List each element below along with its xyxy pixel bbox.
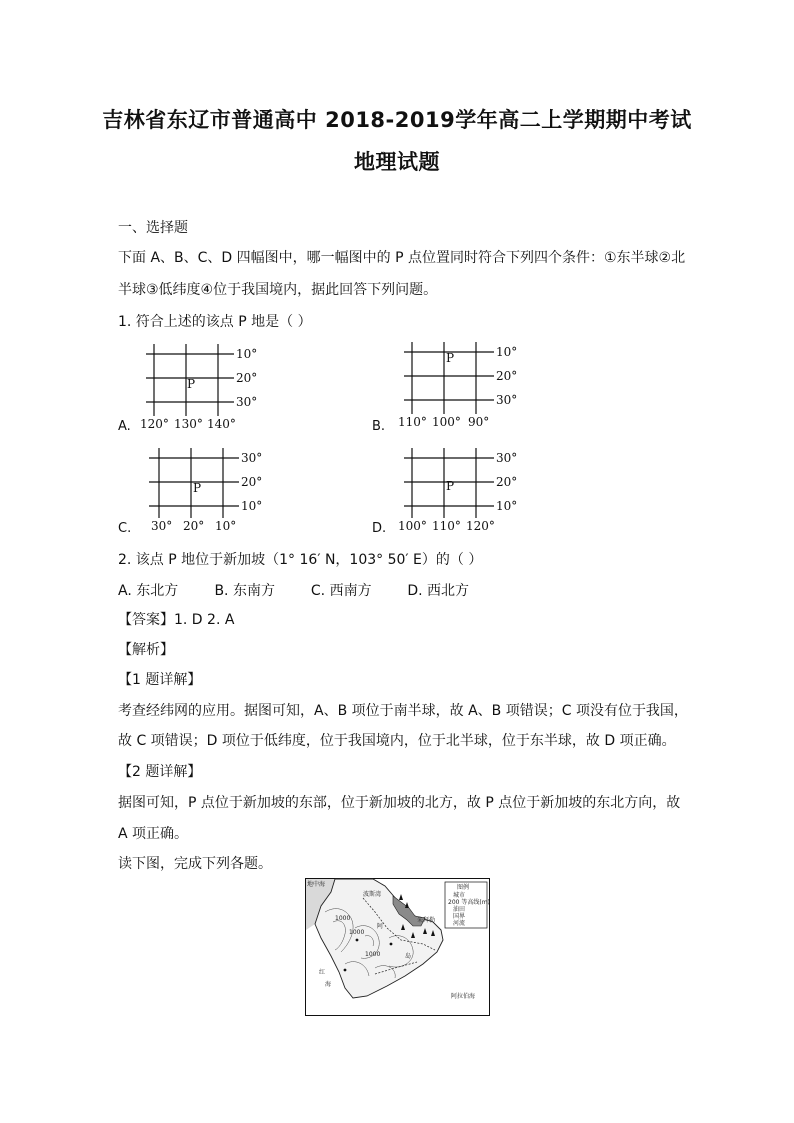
map-label-red-sea-2: 海 xyxy=(325,981,332,988)
arabian-peninsula-map xyxy=(305,878,490,1020)
grid-b-lat-3: 30° xyxy=(496,393,518,407)
page-title-line1: 吉林省东辽市普通高中 2018-2019学年高二上学期期中考试 xyxy=(102,108,692,132)
grid-option-c xyxy=(145,446,285,536)
map-legend-item-4: 国界 xyxy=(453,913,466,920)
map-label-red-sea-1: 红 xyxy=(319,969,326,976)
grid-c-lat-1: 30° xyxy=(241,451,263,465)
page-title-line2: 地理试题 xyxy=(354,150,440,174)
grid-a-lon-1: 120° xyxy=(140,417,169,431)
grid-b-lon-3: 90° xyxy=(468,415,490,429)
map-label-contour-1: 1000 xyxy=(335,915,351,922)
grid-option-d xyxy=(398,446,538,536)
grid-c-lat-3: 10° xyxy=(241,499,263,513)
grid-d-lat-1: 30° xyxy=(496,451,518,465)
grid-d-label: D. xyxy=(372,521,387,536)
grid-a-lat-3: 30° xyxy=(236,395,258,409)
grid-b-lat-2: 20° xyxy=(496,369,518,383)
grid-c-point: P xyxy=(193,481,202,495)
grid-a-lat-2: 20° xyxy=(236,371,258,385)
q2-detail-heading: 【2 题详解】 xyxy=(118,764,202,780)
map-label-gulf: 波斯湾 xyxy=(363,891,382,898)
grid-d-lat-3: 10° xyxy=(496,499,518,513)
grid-d-lon-3: 120° xyxy=(466,519,495,533)
question-2: 2. 该点 P 地位于新加坡（1° 16′ N，103° 50′ E）的（ ） xyxy=(118,552,483,568)
choice-d: D. 西北方 xyxy=(407,583,470,599)
q1-detail-heading: 【1 题详解】 xyxy=(118,672,202,688)
grid-b-lon-1: 110° xyxy=(398,415,427,429)
grid-a-lon-2: 130° xyxy=(174,417,203,431)
grid-option-a xyxy=(140,342,280,432)
map-legend-item-3: 油田 xyxy=(453,906,466,913)
map-legend-item-5: 河流 xyxy=(453,920,466,927)
map-label-arab: 阿 xyxy=(377,923,384,930)
intro-line-1: 下面 A、B、C、D 四幅图中，哪一幅图中的 P 点位置同时符合下列四个条件：①东半球②北 xyxy=(118,250,686,266)
map-legend-item-2: 200 等高线(m) xyxy=(448,899,490,906)
grid-c-lon-1: 30° xyxy=(151,519,173,533)
grid-c-lon-3: 10° xyxy=(215,519,237,533)
map-label-uae: 朱拜勒 xyxy=(417,917,436,924)
grid-b-point: P xyxy=(446,351,455,365)
grid-c-label: C. xyxy=(118,521,132,536)
grid-d-lon-1: 100° xyxy=(398,519,427,533)
grid-d-point: P xyxy=(446,479,455,493)
grid-b-label: B. xyxy=(372,419,386,434)
map-label-arabian-sea: 阿拉伯海 xyxy=(451,993,476,1000)
q2-detail-line-2: A 项正确。 xyxy=(118,826,189,842)
grid-option-b xyxy=(398,338,538,433)
answer-line: 【答案】1. D 2. A xyxy=(118,612,235,628)
question-1: 1. 符合上述的该点 P 地是（ ） xyxy=(118,314,312,330)
grid-a-point: P xyxy=(187,377,196,391)
map-legend-title: 图例 xyxy=(457,884,470,891)
grid-c-lon-2: 20° xyxy=(183,519,205,533)
grid-c-lat-2: 20° xyxy=(241,475,263,489)
grid-d-lon-2: 110° xyxy=(432,519,461,533)
map-label-contour-2: 1000 xyxy=(349,929,365,936)
q1-detail-line-2: 故 C 项错误；D 项位于低纬度，位于我国境内，位于北半球，位于东半球，故 D 项正确。 xyxy=(118,733,676,749)
grid-d-lat-2: 20° xyxy=(496,475,518,489)
section-heading: 一、选择题 xyxy=(118,220,188,236)
grid-b-lon-2: 100° xyxy=(432,415,461,429)
grid-b-lat-1: 10° xyxy=(496,345,518,359)
grid-a-lat-1: 10° xyxy=(236,347,258,361)
q1-detail-line-1: 考查经纬网的应用。据图可知，A、B 项位于南半球，故 A、B 项错误；C 项没有位于我国， xyxy=(118,703,688,719)
read-map-instruction: 读下图，完成下列各题。 xyxy=(118,856,272,872)
choice-a: A. 东北方 xyxy=(118,583,179,599)
analysis-heading: 【解析】 xyxy=(118,642,174,658)
map-legend-item-1: 城市 xyxy=(453,892,466,899)
question-2-choices xyxy=(118,583,469,599)
grid-a-lon-3: 140° xyxy=(207,417,236,431)
map-label-contour-3: 1000 xyxy=(365,951,381,958)
map-label-sea-north: 地中海 xyxy=(307,881,326,888)
grid-a-label: A. xyxy=(118,419,131,434)
choice-c: C. 西南方 xyxy=(310,583,372,599)
q2-detail-line-1: 据图可知，P 点位于新加坡的东部，位于新加坡的北方，故 P 点位于新加坡的东北方向，故 xyxy=(118,795,681,811)
choice-b: B. 东南方 xyxy=(214,583,275,599)
map-label-peninsula: 岛 xyxy=(405,953,412,960)
intro-line-2: 半球③低纬度④位于我国境内，据此回答下列问题。 xyxy=(118,282,438,298)
